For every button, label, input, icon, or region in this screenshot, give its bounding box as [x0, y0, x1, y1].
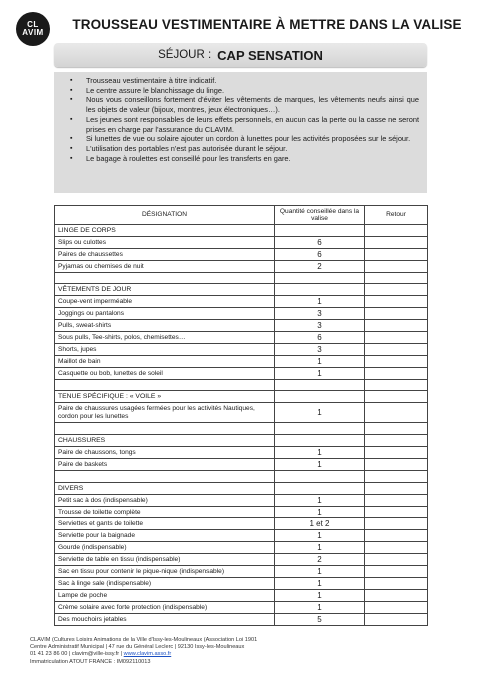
table-row — [55, 236, 428, 248]
note-item — [64, 144, 419, 154]
quantity-cell: 1 — [275, 506, 365, 518]
footer-line-2: Centre Administratif Municipal | 47 rue du Général Leclerc | 92130 Issy-les-Moulineaux — [30, 644, 245, 651]
quantity-cell: 1 — [275, 577, 365, 589]
bullet-icon: ▪ — [70, 115, 73, 123]
table-row — [55, 296, 428, 308]
designation-cell: Slips ou culottes — [55, 236, 275, 248]
retour-cell[interactable] — [365, 566, 428, 578]
note-item — [64, 76, 419, 86]
blank-row — [55, 470, 428, 482]
note-text: Le centre assure le blanchissage du linge. — [86, 85, 225, 95]
designation-cell: LINGE DE CORPS — [55, 225, 275, 237]
note-text: Nous vous conseillons fortement d'éviter les vêtements de marques, les vêtements neufs ainsi que les objets de valeur (bijoux, montres, jeux électroniques…). — [86, 95, 419, 115]
designation-cell: Paire de baskets — [55, 459, 275, 471]
designation-cell: VÊTEMENTS DE JOUR — [55, 284, 275, 296]
quantity-cell: 1 — [275, 494, 365, 506]
bullet-icon: ▪ — [70, 77, 73, 84]
note-item — [64, 134, 419, 144]
retour-cell[interactable] — [365, 296, 428, 308]
table-header-row — [55, 206, 428, 225]
quantity-cell — [275, 423, 365, 435]
table-row — [55, 542, 428, 554]
table-row — [55, 320, 428, 332]
designation-cell: Petit sac à dos (indispensable) — [55, 494, 275, 506]
table-row — [55, 589, 428, 601]
designation-cell: Pulls, sweat-shirts — [55, 320, 275, 332]
retour-cell[interactable] — [365, 423, 428, 435]
header-retour: Retour — [365, 206, 428, 225]
bullet-icon: ▪ — [70, 154, 73, 162]
quantity-cell: 3 — [275, 308, 365, 320]
note-text: Le bagage à roulettes est conseillé pour les transferts en gare. — [86, 153, 291, 163]
retour-cell[interactable] — [365, 332, 428, 344]
note-text: Trousseau vestimentaire à titre indicatif. — [86, 76, 217, 85]
designation-cell: Shorts, jupes — [55, 343, 275, 355]
sejour-banner — [54, 43, 427, 67]
retour-cell[interactable] — [365, 554, 428, 566]
table-row — [55, 248, 428, 260]
quantity-cell: 1 — [275, 367, 365, 379]
retour-cell[interactable] — [365, 589, 428, 601]
retour-cell[interactable] — [365, 225, 428, 237]
retour-cell[interactable] — [365, 379, 428, 391]
trousseau-table — [54, 205, 428, 626]
retour-cell[interactable] — [365, 320, 428, 332]
table-row — [55, 601, 428, 613]
designation-cell: Lampe de poche — [55, 589, 275, 601]
bullet-icon: ▪ — [70, 86, 73, 94]
designation-cell: DIVERS — [55, 482, 275, 494]
note-item — [64, 115, 419, 134]
retour-cell[interactable] — [365, 272, 428, 284]
table-row — [55, 554, 428, 566]
quantity-cell: 1 — [275, 566, 365, 578]
table-row — [55, 260, 428, 272]
section-row — [55, 225, 428, 237]
quantity-cell: 6 — [275, 248, 365, 260]
blank-row — [55, 272, 428, 284]
table-row — [55, 447, 428, 459]
retour-cell[interactable] — [365, 260, 428, 272]
table-row — [55, 332, 428, 344]
section-row — [55, 391, 428, 403]
designation-cell: Coupe-vent imperméable — [55, 296, 275, 308]
quantity-cell — [275, 482, 365, 494]
quantity-cell: 1 — [275, 542, 365, 554]
quantity-cell: 3 — [275, 343, 365, 355]
designation-cell: Sac à linge sale (indispensable) — [55, 577, 275, 589]
header-designation: DÉSIGNATION — [55, 206, 275, 225]
quantity-cell — [275, 391, 365, 403]
sejour-label: SÉJOUR : — [158, 49, 212, 61]
quantity-cell: 2 — [275, 260, 365, 272]
table-row — [55, 518, 428, 530]
blank-row — [55, 379, 428, 391]
retour-cell[interactable] — [365, 542, 428, 554]
quantity-cell — [275, 272, 365, 284]
designation-cell: Joggings ou pantalons — [55, 308, 275, 320]
footer-line-3 — [30, 651, 450, 658]
designation-cell: Maillot de bain — [55, 355, 275, 367]
quantity-cell: 1 — [275, 459, 365, 471]
quantity-cell: 1 — [275, 601, 365, 613]
table-body — [55, 225, 428, 626]
quantity-cell: 3 — [275, 320, 365, 332]
retour-cell[interactable] — [365, 308, 428, 320]
bullet-icon: ▪ — [70, 144, 73, 152]
footer-contact: 01 41 23 86 00 | clavim@ville-issy.fr | — [30, 651, 124, 658]
footer-line-4: Immatriculation ATOUT FRANCE : IM092110013 — [30, 658, 151, 665]
retour-cell[interactable] — [365, 530, 428, 542]
designation-cell: Casquette ou bob, lunettes de soleil — [55, 367, 275, 379]
quantity-cell: 1 et 2 — [275, 518, 365, 530]
note-text: Les jeunes sont responsables de leurs effets personnels, en aucun cas la perte ou la casse ne seront prises en charge par l'assurance du CLAVIM. — [86, 114, 419, 134]
notes-box — [54, 72, 427, 193]
designation-cell — [55, 379, 275, 391]
quantity-cell: 6 — [275, 332, 365, 344]
designation-cell — [55, 423, 275, 435]
quantity-cell: 1 — [275, 530, 365, 542]
section-row — [55, 482, 428, 494]
quantity-cell — [275, 470, 365, 482]
notes-list — [64, 76, 419, 163]
designation-cell — [55, 272, 275, 284]
designation-cell: Gourde (indispensable) — [55, 542, 275, 554]
table-row — [55, 494, 428, 506]
quantity-cell: 6 — [275, 236, 365, 248]
bullet-icon: ▪ — [70, 96, 73, 104]
retour-cell[interactable] — [365, 447, 428, 459]
retour-cell[interactable] — [365, 343, 428, 355]
website-link[interactable]: www.clavim.asso.fr — [123, 651, 172, 658]
footer-line-1: CLAVIM (Cultures Loisirs Animations de la Ville d'Issy-les-Moulineaux (Association Loi 1901 — [30, 637, 258, 643]
quantity-cell: 1 — [275, 403, 365, 423]
note-text: L'utilisation des portables n'est pas autorisée durant le séjour. — [86, 143, 288, 153]
retour-cell[interactable] — [365, 248, 428, 260]
retour-cell[interactable] — [365, 367, 428, 379]
blank-row — [55, 423, 428, 435]
quantity-cell: 1 — [275, 355, 365, 367]
section-row — [55, 284, 428, 296]
designation-cell: Sous pulls, Tee-shirts, polos, chemisettes… — [55, 332, 275, 344]
table-row — [55, 577, 428, 589]
retour-cell[interactable] — [365, 459, 428, 471]
designation-cell: Des mouchoirs jetables — [55, 613, 275, 625]
quantity-cell — [275, 225, 365, 237]
bullet-icon: ▪ — [70, 135, 73, 143]
designation-cell: Serviettes et gants de toilette — [55, 518, 275, 530]
retour-cell[interactable] — [365, 435, 428, 447]
header-quantity: Quantité conseillée dans la valise — [275, 206, 365, 225]
table-row — [55, 403, 428, 423]
table-row — [55, 355, 428, 367]
designation-cell: Paire de chaussons, tongs — [55, 447, 275, 459]
designation-cell: CHAUSSURES — [55, 435, 275, 447]
note-item — [64, 154, 419, 164]
quantity-cell: 2 — [275, 554, 365, 566]
retour-cell[interactable] — [365, 403, 428, 423]
retour-cell[interactable] — [365, 601, 428, 613]
designation-cell: Serviette de table en tissu (indispensable) — [55, 554, 275, 566]
retour-cell[interactable] — [365, 391, 428, 403]
designation-cell: Paires de chaussettes — [55, 248, 275, 260]
quantity-cell: 1 — [275, 589, 365, 601]
table-row — [55, 566, 428, 578]
designation-cell: Pyjamas ou chemises de nuit — [55, 260, 275, 272]
table-row — [55, 367, 428, 379]
retour-cell[interactable] — [365, 284, 428, 296]
note-item — [64, 95, 419, 114]
quantity-cell: 1 — [275, 447, 365, 459]
table-row — [55, 343, 428, 355]
designation-cell: Serviette pour la baignade — [55, 530, 275, 542]
quantity-cell — [275, 435, 365, 447]
retour-cell[interactable] — [365, 494, 428, 506]
quantity-cell: 5 — [275, 613, 365, 625]
table-row — [55, 308, 428, 320]
logo-text: CL AVIM — [22, 20, 44, 37]
section-row — [55, 435, 428, 447]
retour-cell[interactable] — [365, 613, 428, 625]
designation-cell: TENUE SPÉCIFIQUE : « VOILE » — [55, 391, 275, 403]
note-item — [64, 86, 419, 96]
table-row — [55, 613, 428, 625]
table-row — [55, 459, 428, 471]
page-title: TROUSSEAU VESTIMENTAIRE À METTRE DANS LA VALISE — [72, 17, 462, 32]
quantity-cell: 1 — [275, 296, 365, 308]
retour-cell[interactable] — [365, 236, 428, 248]
sejour-value: CAP SENSATION — [217, 47, 323, 63]
quantity-cell — [275, 379, 365, 391]
designation-cell: Paire de chaussures usagées fermées pour les activités Nautiques, cordon pour les lunettes — [55, 403, 275, 423]
footer — [30, 637, 450, 666]
designation-cell — [55, 470, 275, 482]
designation-cell: Crème solaire avec forte protection (indispensable) — [55, 601, 275, 613]
retour-cell[interactable] — [365, 355, 428, 367]
clavim-logo — [16, 12, 50, 46]
retour-cell[interactable] — [365, 577, 428, 589]
retour-cell[interactable] — [365, 482, 428, 494]
table-row — [55, 506, 428, 518]
retour-cell[interactable] — [365, 506, 428, 518]
designation-cell: Sac en tissu pour contenir le pique-nique (indispensable) — [55, 566, 275, 578]
table-row — [55, 530, 428, 542]
retour-cell[interactable] — [365, 470, 428, 482]
designation-cell: Trousse de toilette complète — [55, 506, 275, 518]
note-text: Si lunettes de vue ou solaire ajouter un cordon à lunettes pour les activités proposées sur le séjour. — [86, 134, 411, 144]
quantity-cell — [275, 284, 365, 296]
retour-cell[interactable] — [365, 518, 428, 530]
